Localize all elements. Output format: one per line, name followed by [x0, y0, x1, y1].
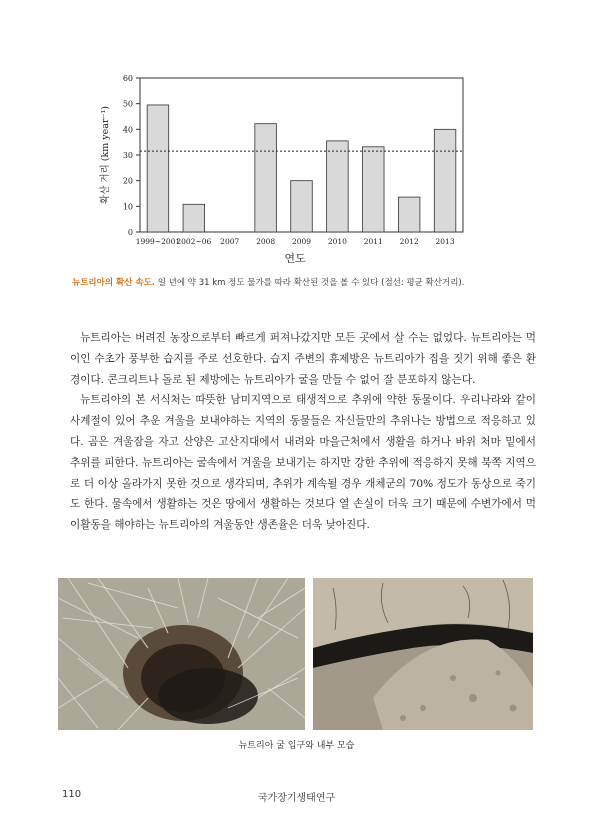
body-text: [70, 328, 536, 536]
running-title: 국가장기생태연구: [257, 793, 336, 804]
x-tick-label: 2008: [256, 237, 276, 246]
x-tick-label: 2007: [220, 237, 240, 246]
x-tick-label: 1999~2001: [135, 237, 181, 246]
bar: [255, 124, 277, 232]
bar: [434, 129, 456, 232]
page-number: 110: [62, 789, 82, 800]
figure-caption: [72, 276, 552, 288]
y-tick-label: 0: [127, 228, 133, 237]
bar: [327, 141, 349, 232]
bar: [363, 147, 385, 232]
burrow-interior-photo: [313, 578, 533, 730]
x-tick-label: 2012: [399, 237, 419, 246]
x-tick-label: 2013: [435, 237, 455, 246]
caption-highlight: 뉴트리아의 확산 속도.: [72, 278, 156, 288]
y-axis-label: 확산 거리 (km year⁻¹): [100, 106, 111, 204]
paragraph-1: 뉴트리아는 버려진 농장으로부터 빠르게 퍼져나갔지만 모든 곳에서 살 수는 없었다. 뉴트리아는 먹이인 수초가 풍부한 습지를 주로 선호한다. 습지 주변의 휴제방은 뉴트리아가 집을 짓기 위해 좋은 환경이다. 콘크리트나 돌로 된 제방에는 뉴트리아가 굴을 만들 수 없어 잘 분포하지 않는다.: [70, 332, 536, 386]
caption-text: 일 년에 약 31 km 정도 물가를 따라 확산된 것을 볼 수 있다 (점선: 평균 확산거리).: [155, 278, 465, 288]
bar: [183, 204, 205, 232]
y-tick-label: 50: [122, 99, 133, 109]
y-tick-label: 10: [122, 202, 133, 212]
x-tick-label: 2011: [363, 237, 383, 246]
x-tick-label: 2002~06: [176, 237, 212, 246]
x-tick-label: 2010: [327, 237, 347, 246]
y-tick-label: 20: [122, 176, 133, 186]
y-tick-label: 60: [122, 74, 133, 83]
bar: [291, 181, 313, 232]
x-tick-label: 2009: [291, 237, 312, 246]
x-axis-label: 연도: [284, 252, 306, 265]
burrow-entrance-photo: [58, 578, 305, 730]
y-tick-label: 30: [122, 151, 133, 160]
bar: [147, 105, 169, 232]
bar: [398, 197, 420, 232]
paragraph-2: 뉴트리아의 본 서식처는 따뜻한 남미지역으로 태생적으로 추위에 약한 동물이다. 우리나라와 같이 사계절이 있어 추운 겨울을 보내야하는 지역의 동물들은 자신들만의 추위나는 방법으로 적응하고 있다. 곰은 겨울잠을 자고 산양은 고산지대에서 내려와 마을근처에서 생활을 하거나 바위 처마 밑에서 추위를 피한다. 뉴트리아는 굴속에서 겨울을 보내기는 하지만 강한 추위에 적응하지 못해 북쪽 지역으로 더 이상 올라가지 못한 것으로 생각되며, 추위가 계속될 경우 개체군의 70% 정도가 동상으로 죽기도 한다. 물속에서 생활하는 것은 땅에서 생활하는 것보다 열 손실이 더욱 크기 때문에 수변가에서 먹이활동을 해야하는 뉴트리아의 겨울동안 생존율은 더욱 낮아진다.: [70, 394, 536, 532]
y-tick-label: 40: [122, 125, 133, 135]
diffusion-bar-chart: [0, 0, 593, 270]
photo-caption: 뉴트리아 굴 입구와 내부 모습: [238, 741, 355, 751]
